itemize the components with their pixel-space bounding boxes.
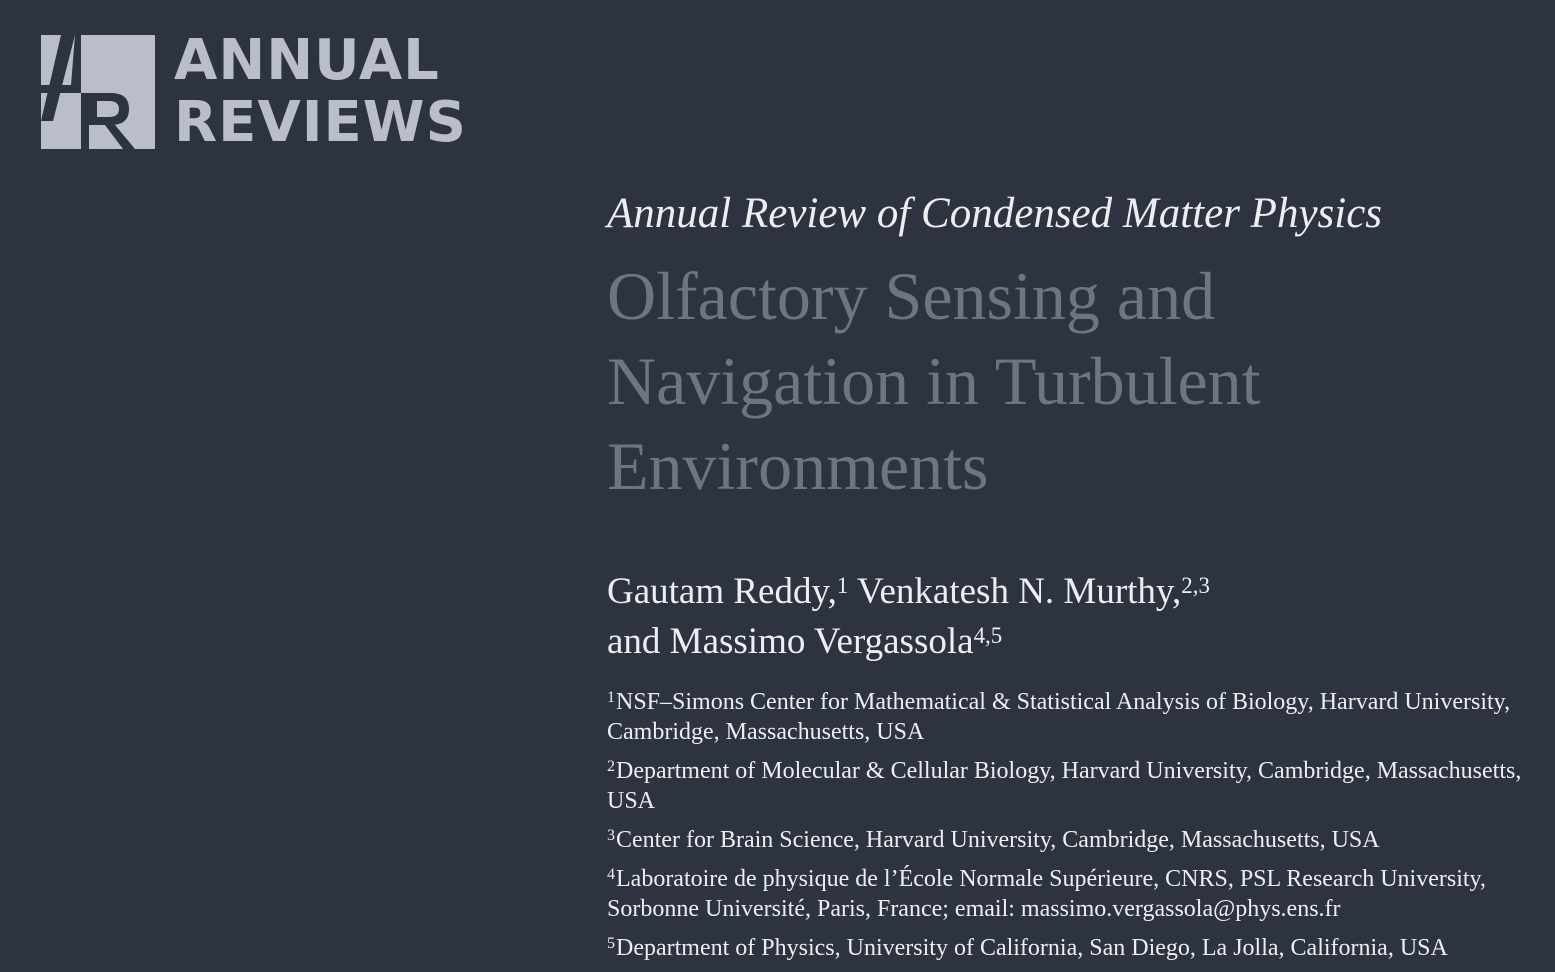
affiliation-number: 1 [607,689,615,706]
affiliation-item [607,825,1542,855]
affiliation-list [607,687,1542,963]
affiliation-text: Department of Molecular & Cellular Biology, Harvard University, Cambridge, Massachusetts, USA [607,758,1522,814]
journal-name: Annual Review of Condensed Matter Physics [607,190,1383,237]
annual-reviews-ar-mark-icon [41,35,155,149]
affiliation-number: 2 [607,758,615,775]
article-front-matter [607,188,1542,972]
article-title-line-1: Olfactory Sensing and [607,258,1216,334]
author-affiliation-marker: 4,5 [973,623,1003,648]
affiliation-text: NSF–Simons Center for Mathematical & Statistical Analysis of Biology, Harvard University, Cambridge, Massachusetts, USA [607,689,1511,745]
affiliation-text: Department of Physics, University of California, San Diego, La Jolla, California, USA [616,935,1448,961]
article-title [607,254,1542,509]
logo-word-reviews: REVIEWS [174,90,467,155]
article-title-line-2: Navigation in Turbulent [607,343,1261,419]
annual-reviews-logo [41,28,481,155]
article-title-line-3: Environments [607,428,989,504]
author-line-1 [607,567,1542,617]
affiliation-number: 4 [607,866,615,883]
logo-word-annual: ANNUAL [174,28,440,93]
affiliation-item [607,756,1542,816]
author-affiliation-marker: 2,3 [1181,573,1210,598]
author-affiliation-marker: 1 [836,573,849,598]
affiliation-item [607,933,1542,963]
affiliation-number: 5 [607,935,615,952]
author-name: and Massimo Vergassola [607,621,974,662]
affiliation-text: Center for Brain Science, Harvard University, Cambridge, Massachusetts, USA [616,827,1380,853]
author-list [607,567,1542,667]
affiliation-item [607,864,1542,924]
affiliation-text: Laboratoire de physique de l’École Normale Supérieure, CNRS, PSL Research University, Sorbonne Université, Paris, France; email: massimo.vergassola@phys.ens.fr [607,866,1486,922]
affiliation-item [607,687,1542,747]
author-name: Gautam Reddy, [607,571,837,612]
author-line-2 [607,617,1542,667]
author-name: Venkatesh N. Murthy, [856,571,1182,612]
affiliation-number: 3 [607,827,615,844]
